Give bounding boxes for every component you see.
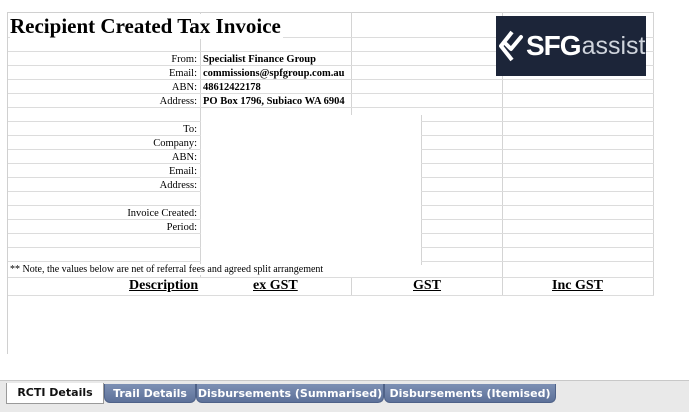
col-inc-gst: Inc GST (552, 278, 603, 293)
from-value: Specialist Finance Group (203, 54, 316, 65)
from-label: From: (171, 54, 197, 65)
sheet-tab-bar (0, 380, 689, 412)
invoice-created-label: Invoice Created: (127, 208, 197, 219)
sheet-margin (654, 0, 689, 380)
tab-rcti-details[interactable]: RCTI Details (6, 383, 104, 404)
grid-col-line (351, 277, 352, 295)
abn-value: 48612422178 (203, 82, 261, 93)
empty-rows (8, 296, 654, 354)
email-label: Email: (169, 68, 197, 79)
chevron-check-icon (498, 29, 524, 63)
grid-col-line (421, 115, 422, 265)
logo-brand: SFG (526, 30, 581, 61)
redacted-area (201, 115, 421, 263)
col-gst: GST (413, 278, 442, 293)
net-values-note: ** Note, the values below are net of referral fees and agreed split arrangement (10, 264, 326, 275)
sfg-assist-logo (496, 16, 646, 76)
col-description: Description (129, 278, 199, 293)
tab-disbursements-itemised[interactable]: Disbursements (Itemised) (384, 384, 556, 403)
invoice-title: Recipient Created Tax Invoice (10, 14, 281, 38)
address-value: PO Box 1796, Subiaco WA 6904 (203, 96, 345, 107)
to-address-label: Address: (159, 180, 197, 191)
tab-disbursements-summarised[interactable]: Disbursements (Summarised) (196, 384, 384, 403)
period-label: Period: (166, 222, 197, 233)
tab-trail-details[interactable]: Trail Details (104, 384, 196, 403)
grid-col-line (351, 12, 352, 115)
company-label: Company: (153, 138, 197, 149)
abn-label: ABN: (171, 82, 197, 93)
to-email-label: Email: (169, 166, 197, 177)
logo-suffix: assist (581, 32, 646, 60)
grid-row-line (8, 93, 654, 94)
col-ex-gst: ex GST (253, 278, 298, 293)
to-label: To: (183, 124, 197, 135)
email-value: commissions@spfgroup.com.au (203, 68, 345, 79)
address-label: Address: (159, 96, 197, 107)
to-abn-label: ABN: (171, 152, 197, 163)
